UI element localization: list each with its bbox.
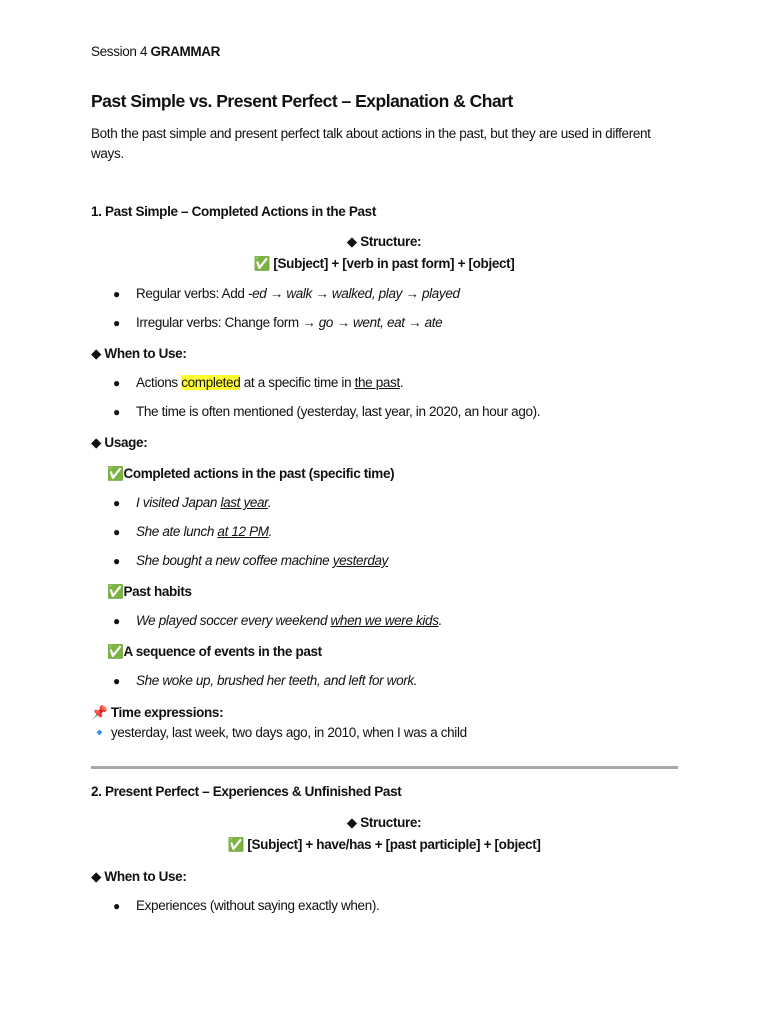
section-1-heading: 1. Past Simple – Completed Actions in the Past: [91, 204, 376, 219]
bullet-icon: ●: [113, 525, 120, 539]
bullet-icon: ●: [113, 899, 120, 913]
bullet-icon: ●: [113, 554, 120, 568]
section-1-structure-label: ◆ Structure:: [346, 234, 422, 249]
irregular-verbs-item: Irregular verbs: Change form → go → went, eat → ate: [136, 315, 443, 330]
usage-heading-sequence: ✅A sequence of events in the past: [107, 644, 322, 659]
bullet-icon: ●: [113, 287, 120, 301]
section-1-usage-label: ◆ Usage:: [91, 435, 148, 450]
session-number: Session 4: [91, 44, 148, 59]
section-2-when-label: ◆ When to Use:: [91, 869, 187, 884]
session-topic: GRAMMAR: [150, 44, 221, 59]
section-1-structure-formula: ✅ [Subject] + [verb in past form] + [object]: [253, 256, 515, 271]
usage-example: We played soccer every weekend when we were kids.: [136, 613, 443, 628]
usage-example: I visited Japan last year.: [136, 495, 272, 510]
when-item-completed: Actions completed at a specific time in the past.: [136, 375, 404, 390]
usage-example: She bought a new coffee machine yesterday: [136, 553, 389, 568]
bullet-icon: ●: [113, 674, 120, 688]
intro-line-1: Both the past simple and present perfect talk about actions in the past, but they are used in different: [91, 126, 651, 141]
bullet-icon: ●: [113, 316, 120, 330]
usage-example: She ate lunch at 12 PM.: [136, 524, 273, 539]
regular-verbs-item: Regular verbs: Add -ed → walk → walked, play → played: [136, 286, 460, 301]
time-expressions-label: 📌 Time expressions:: [91, 705, 224, 720]
intro-line-2: ways.: [91, 146, 124, 161]
section-2-heading: 2. Present Perfect – Experiences & Unfinished Past: [91, 784, 402, 799]
page-title: Past Simple vs. Present Perfect – Explanation & Chart: [91, 91, 513, 111]
section-2-structure-label: ◆ Structure:: [346, 815, 422, 830]
when-item-time: The time is often mentioned (yesterday, last year, in 2020, an hour ago).: [136, 404, 541, 419]
section-2-structure-formula: ✅ [Subject] + have/has + [past participle] + [object]: [227, 837, 541, 852]
time-expressions-list: 🔹 yesterday, last week, two days ago, in 2010, when I was a child: [91, 725, 467, 740]
usage-heading-completed: ✅Completed actions in the past (specific time): [107, 466, 395, 481]
usage-heading-habits: ✅Past habits: [107, 584, 192, 599]
bullet-icon: ●: [113, 376, 120, 390]
section-divider: [91, 766, 678, 769]
highlighted-word: completed: [181, 375, 241, 390]
bullet-icon: ●: [113, 614, 120, 628]
section-1-when-label: ◆ When to Use:: [91, 346, 187, 361]
bullet-icon: ●: [113, 405, 120, 419]
usage-example: She woke up, brushed her teeth, and left for work.: [136, 673, 418, 688]
session-header: [91, 44, 220, 59]
section-2-when-item: Experiences (without saying exactly when).: [136, 898, 380, 913]
bullet-icon: ●: [113, 496, 120, 510]
